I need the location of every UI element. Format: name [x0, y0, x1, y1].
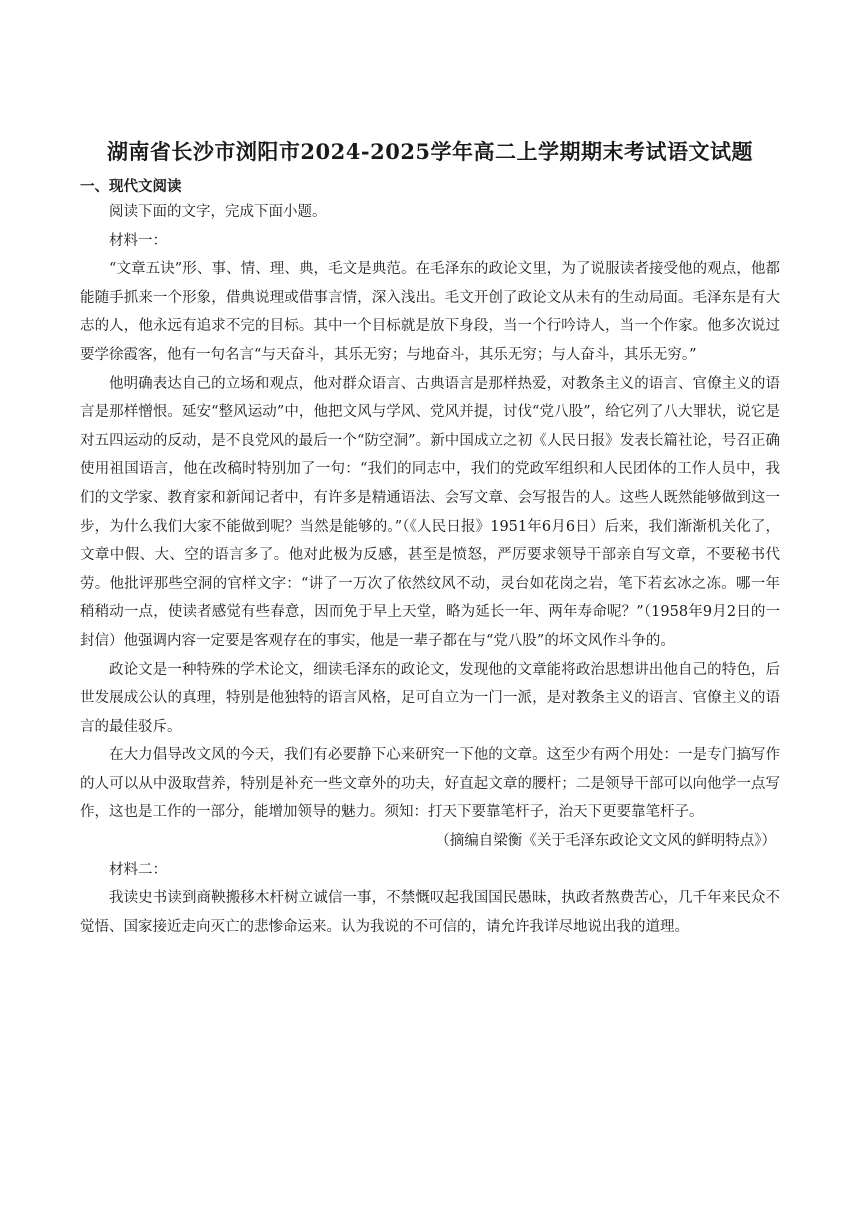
document-body	[80, 198, 780, 941]
material-one-paragraph: 他明确表达自己的立场和观点，他对群众语言、古典语言是那样热爱，对教条主义的语言、官僚主义的语言是那样憎恨。延安“整风运动”中，他把文风与学风、党风并提，讨伐“党八股”，给它列了八大罪状，说它是对五四运动的反动，是不良党风的最后一个“防空洞”。新中国成立之初《人民日报》发表长篇社论，号召正确使用祖国语言，他在改稿时特别加了一句：“我们的同志中，我们的党政军组织和人民团体的工作人员中，我们的文学家、教育家和新闻记者中，有许多是精通语法、会写文章、会写报告的人。这些人既然能够做到这一步，为什么我们大家不能做到呢？当然是能够的。”（《人民日报》1951年6月6日）后来，我们渐渐机关化了，文章中假、大、空的语言多了。他对此极为反感，甚至是愤怒，严厉要求领导干部亲自写文章，不要秘书代劳。他批评那些空洞的官样文字：“讲了一万次了依然纹风不动，灵台如花岗之岩，笔下若玄冰之冻。哪一年稍稍动一点，使读者感觉有些春意，因而免于早上天堂，略为延长一年、两年寿命呢？”（1958年9月2日的一封信）他强调内容一定要是客观存在的事实，他是一辈子都在与“党八股”的坏文风作斗争的。	[80, 375, 780, 649]
material-one-paragraph: 在大力倡导改文风的今天，我们有必要静下心来研究一下他的文章。这至少有两个用处：一是专门搞写作的人可以从中汲取营养，特别是补充一些文章外的功夫，好直起文章的腰杆；二是领导干部可以向他学一点写作，这也是工作的一部分，能增加领导的魅力。须知：打天下要靠笔杆子，治天下更要靠笔杆子。	[80, 747, 780, 821]
material-two-paragraph: 我读史书读到商鞅搬移木杆树立诚信一事，不禁慨叹起我国国民愚昧，执政者熬费苦心，几千年来民众不觉悟、国家接近走向灭亡的悲惨命运来。认为我说的不可信的，请允许我详尽地说出我的道理。	[80, 890, 780, 935]
material-one-label: 材料一：	[109, 232, 167, 249]
material-one-paragraph: “文章五诀”形、事、情、理、典，毛文是典范。在毛泽东的政论文里，为了说服读者接受他的观点，他都能随手抓来一个形象，借典说理或借事言情，深入浅出。毛文开创了政论文从未有的生动局面。毛泽东是有大志的人，他永远有追求不完的目标。其中一个目标就是放下身段，当一个行吟诗人，当一个作家。他多次说过要学徐霞客，他有一句名言“与天奋斗，其乐无穷；与地奋斗，其乐无穷；与人奋斗，其乐无穷。”	[80, 261, 780, 363]
material-two-label: 材料二：	[109, 861, 167, 878]
instruction-text: 阅读下面的文字，完成下面小题。	[109, 204, 327, 220]
material-one-paragraph: 政论文是一种特殊的学术论文，细读毛泽东的政论文，发现他的文章能将政治思想讲出他自己的特色，后世发展成公认的真理，特别是他独特的语言风格，足可自立为一门一派，是对教条主义的语言、官僚主义的语言的最佳驳斥。	[80, 661, 780, 735]
section-heading: 一、现代文阅读	[80, 178, 182, 195]
document-title: 湖南省长沙市浏阳市2024-2025学年高二上学期期末考试语文试题	[106, 139, 754, 164]
material-one-source: （摘编自梁衡《关于毛泽东政论文文风的鲜明特点》）	[435, 833, 776, 850]
